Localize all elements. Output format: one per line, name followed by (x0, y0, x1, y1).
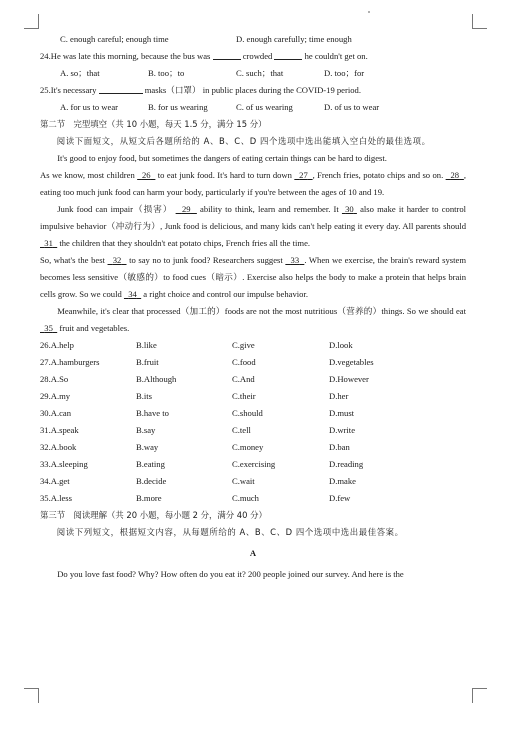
q23-options (40, 31, 466, 48)
q25-option-b: B. for us wearing (148, 102, 208, 112)
q24-blank-2 (274, 49, 302, 60)
blank-27: 27 (299, 170, 308, 180)
cloze-option: B.have to (136, 408, 169, 418)
cloze-option: B.more (136, 493, 162, 503)
blank-30: 30 (345, 204, 354, 214)
passage-paragraph-1: As we know, most children 26 to eat junk food. It's hard to turn down 27 , French fries, potato chips and so on. 28 , eating too much junk food can harm your body, particularly if you're between the ages of 10 and 19. (40, 170, 467, 197)
cloze-option: C.their (232, 391, 256, 401)
cloze-option: D.must (329, 408, 355, 418)
cloze-option: D.vegetables (329, 357, 374, 367)
cloze-option: 31.A.speak (40, 425, 79, 435)
q25-option-c: C. of us wearing (236, 102, 293, 112)
cloze-options-table (40, 337, 466, 507)
passage-paragraph-3: So, what's the best 32 to say no to junk food? Researchers suggest 33 . When we exercise, the brain's reward system becomes less sensitive（敏感的）to food cues（暗示）. Exercise also helps the body to make a protein that helps brain cells grow. So we could 34 a right choice and control our impulse behavior. (40, 255, 467, 299)
blank-31: 31 (44, 238, 53, 248)
passage-a-label: A (249, 548, 257, 558)
crop-mark-bottom-right (472, 688, 487, 703)
cloze-option: C.tell (232, 425, 251, 435)
q25-option-d: D. of us to wear (324, 102, 380, 112)
cloze-option: B.Although (136, 374, 177, 384)
cloze-option: D.write (329, 425, 356, 435)
q25-options (40, 99, 466, 116)
passage-a-intro: Do you love fast food? Why? How often do you eat it? 200 people joined our survey. And here is the (57, 569, 404, 579)
section2-title: 第二节 完型填空（共 10 小题，每天 1.5 分，满分 15 分） (40, 119, 267, 129)
cloze-option: B.say (136, 425, 156, 435)
q25-option-a: A. for us to wear (60, 102, 118, 112)
crop-mark-bottom-left (24, 688, 39, 703)
blank-26: 26 (141, 170, 151, 180)
q24-option-d: D. too；for (324, 68, 365, 78)
cloze-option: B.eating (136, 459, 165, 469)
cloze-option: C.wait (232, 476, 255, 486)
cloze-option: C.money (232, 442, 264, 452)
crop-mark-top-right (472, 14, 487, 29)
cloze-option: D.However (329, 374, 369, 384)
q24-options (40, 65, 466, 82)
blank-33: 33 (290, 255, 300, 265)
cloze-option: B.way (136, 442, 159, 452)
q24-option-c: C. such；that (236, 68, 284, 78)
q25-blank (99, 83, 143, 94)
q23-option-c: C. enough careful; enough time (60, 34, 169, 44)
cloze-option: C.food (232, 357, 256, 367)
cloze-option: D.her (329, 391, 349, 401)
q24-blank-1 (213, 49, 241, 60)
cloze-option: 33.A.sleeping (40, 459, 88, 469)
q25-stem: 25.It's necessary masks（口罩） in public places during the COVID-19 period. (40, 85, 361, 95)
section2-instruction: 阅读下面短文，从短文后各题所给的 A、B、C、D 四个选项中选出能填入空白处的最佳选项。 (56, 136, 431, 146)
cloze-option: 35.A.less (40, 493, 72, 503)
cloze-option: D.make (329, 476, 356, 486)
exam-page (40, 31, 466, 583)
passage-paragraph-2: Junk food can impair（损害） 29 ability to think, learn and remember. It 30 also make it harder to control impulsive behavior（冲动行为）, Junk food is delicious, and many kids can't help eating it every day. All parents should 31 the children that they shouldn't eat potato chips, French fries all the time. (40, 204, 467, 248)
blank-34: 34 (128, 289, 137, 299)
blank-29: 29 (181, 204, 191, 214)
section3-instruction: 阅读下列短文，根据短文内容，从每题所给的 A、B、C、D 四个选项中选出最佳答案。 (56, 527, 404, 537)
cloze-option: D.look (329, 340, 353, 350)
cloze-option: 32.A.book (40, 442, 77, 452)
cloze-option: 30.A.can (40, 408, 72, 418)
cloze-option: B.like (136, 340, 157, 350)
q24-option-b: B. too；to (148, 68, 185, 78)
cloze-option: B.its (136, 391, 152, 401)
cloze-option: D.few (329, 493, 351, 503)
cloze-option: 27.A.hamburgers (40, 357, 100, 367)
cloze-option: C.And (232, 374, 255, 384)
crop-mark-top-left (24, 14, 39, 29)
cloze-option: 26.A.help (40, 340, 74, 350)
q24-stem: 24.He was late this morning, because the bus was crowded he couldn't get on. (40, 51, 368, 61)
cloze-option: B.fruit (136, 357, 159, 367)
blank-28: 28 (450, 170, 460, 180)
scan-speck (368, 11, 370, 13)
cloze-option: C.should (232, 408, 263, 418)
cloze-option: 29.A.my (40, 391, 71, 401)
blank-35: 35 (44, 323, 53, 333)
blank-32: 32 (112, 255, 122, 265)
cloze-option: C.much (232, 493, 259, 503)
section3-title: 第三节 阅读理解（共 20 小题，每小题 2 分，满分 40 分） (40, 510, 267, 520)
cloze-option: C.exercising (232, 459, 276, 469)
cloze-option: D.ban (329, 442, 350, 452)
cloze-option: 34.A.get (40, 476, 70, 486)
q24-option-a: A. so；that (60, 68, 100, 78)
cloze-option: C.give (232, 340, 255, 350)
passage-paragraph-4: Meanwhile, it's clear that processed（加工的）foods are not the most nutritious（营养的）things. So we should eat 35 fruit and vegetables. (40, 303, 466, 337)
passage-line-1: It's good to enjoy food, but sometimes the dangers of eating certain things can be hard to digest. (57, 153, 387, 163)
cloze-option: B.decide (136, 476, 167, 486)
cloze-option: D.reading (329, 459, 364, 469)
q23-option-d: D. enough carefully; time enough (236, 34, 352, 44)
cloze-option: 28.A.So (40, 374, 69, 384)
